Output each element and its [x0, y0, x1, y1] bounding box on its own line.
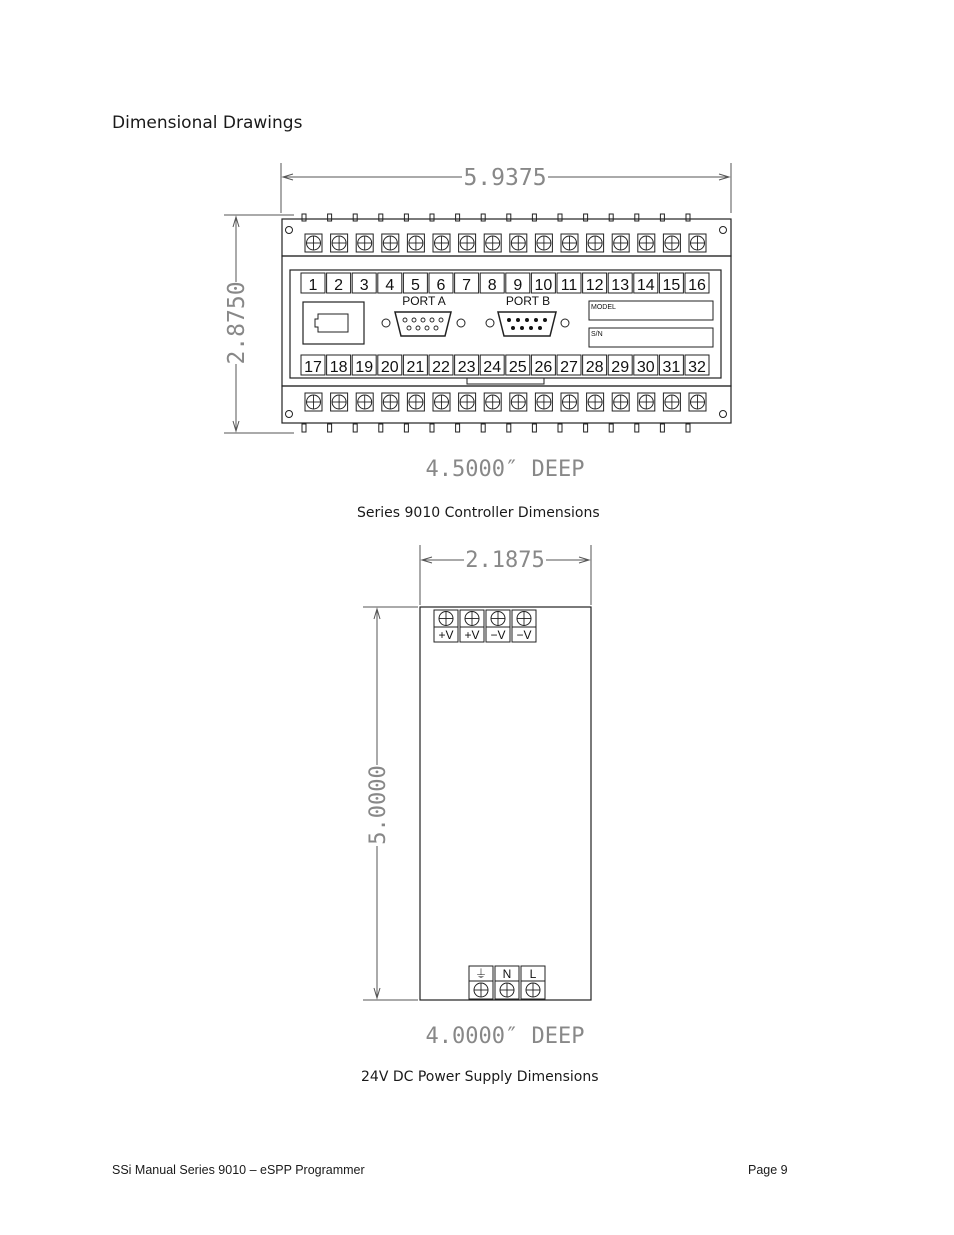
terminal-screw-icon	[526, 983, 540, 997]
power-supply-height-dimension: 5.0000	[366, 765, 391, 845]
terminal-number: 11	[560, 277, 578, 294]
terminal-screw-icon	[358, 236, 372, 250]
terminal-screw-icon	[537, 236, 551, 250]
terminal-screw-icon	[435, 395, 449, 409]
power-terminal-label: L	[529, 967, 537, 981]
terminal-number: 5	[410, 277, 420, 294]
terminal-number: 7	[462, 277, 472, 294]
terminal-number: 28	[585, 359, 604, 376]
footer-page-number: Page 9	[748, 1163, 788, 1177]
terminal-number: 13	[611, 277, 630, 294]
power-terminal-label: ⏚	[474, 967, 488, 981]
port-a-label: PORT A	[402, 294, 446, 308]
terminal-screw-icon	[588, 236, 602, 250]
terminal-screw-icon	[435, 236, 449, 250]
power-supply-caption: 24V DC Power Supply Dimensions	[361, 1069, 599, 1085]
power-terminal-label: N	[502, 967, 512, 981]
terminal-number: 15	[662, 277, 681, 294]
power-terminal-label: −V	[516, 628, 532, 642]
terminal-screw-icon	[563, 236, 577, 250]
power-terminal-label: −V	[490, 628, 506, 642]
terminal-number: 14	[636, 277, 655, 294]
terminal-number: 24	[483, 359, 502, 376]
power-supply-drawing	[363, 545, 591, 1000]
terminal-number: 16	[688, 277, 706, 294]
terminal-number: 2	[334, 277, 344, 294]
terminal-screw-icon	[460, 236, 474, 250]
terminal-number: 22	[432, 359, 450, 376]
terminal-number: 23	[457, 359, 476, 376]
controller-height-dimension: 2.8750	[224, 281, 250, 365]
sn-label: S/N	[591, 331, 603, 338]
controller-depth-label: 4.5000″ DEEP	[425, 457, 585, 482]
model-label: MODEL	[591, 304, 616, 311]
terminal-number: 12	[585, 277, 604, 294]
controller-drawing	[224, 163, 731, 433]
terminal-screw-icon	[439, 612, 453, 626]
terminal-screw-icon	[614, 395, 628, 409]
terminal-screw-icon	[639, 236, 653, 250]
terminal-number: 25	[508, 359, 527, 376]
terminal-screw-icon	[588, 395, 602, 409]
terminal-screw-icon	[465, 612, 479, 626]
terminal-number: 3	[359, 277, 369, 294]
bottom-terminal-numbers	[304, 359, 706, 376]
power-supply-top-terminal-labels	[438, 628, 531, 642]
port-b-label: PORT B	[505, 294, 551, 308]
power-supply-bottom-terminal-labels	[475, 967, 537, 981]
terminal-screw-icon	[486, 236, 500, 250]
power-supply-depth-label: 4.0000″ DEEP	[425, 1024, 585, 1049]
terminal-screw-icon	[409, 395, 423, 409]
terminal-number: 29	[611, 359, 630, 376]
terminal-screw-icon	[500, 983, 514, 997]
power-supply-width-dimension: 2.1875	[465, 548, 545, 573]
terminal-number: 8	[487, 277, 497, 294]
terminal-screw-icon	[511, 236, 525, 250]
terminal-screw-icon	[332, 236, 346, 250]
terminal-screw-icon	[383, 236, 397, 250]
terminal-number: 27	[560, 359, 578, 376]
terminal-screw-icon	[511, 395, 525, 409]
port-b-connector-icon	[498, 312, 556, 336]
terminal-screw-icon	[665, 236, 679, 250]
terminal-screw-icon	[491, 612, 505, 626]
terminal-number: 10	[534, 277, 553, 294]
terminal-screw-icon	[614, 236, 628, 250]
terminal-screw-icon	[691, 395, 705, 409]
terminal-number: 30	[636, 359, 655, 376]
top-terminal-numbers	[309, 277, 706, 294]
terminal-screw-icon	[537, 395, 551, 409]
terminal-screw-icon	[358, 395, 372, 409]
terminal-screw-icon	[691, 236, 705, 250]
terminal-number: 9	[513, 277, 523, 294]
terminal-screw-icon	[383, 395, 397, 409]
terminal-screw-icon	[460, 395, 474, 409]
footer-manual-title: SSi Manual Series 9010 – eSPP Programmer	[112, 1163, 365, 1177]
terminal-screw-icon	[307, 395, 321, 409]
terminal-number: 18	[329, 359, 348, 376]
terminal-screw-icon	[486, 395, 500, 409]
terminal-screw-icon	[517, 612, 531, 626]
terminal-screw-icon	[563, 395, 577, 409]
controller-width-dimension: 5.9375	[463, 165, 547, 191]
terminal-number: 21	[406, 359, 425, 376]
terminal-screw-icon	[474, 983, 488, 997]
terminal-number: 17	[304, 359, 322, 376]
terminal-number: 19	[355, 359, 374, 376]
section-heading: Dimensional Drawings	[112, 113, 303, 133]
controller-caption: Series 9010 Controller Dimensions	[357, 505, 600, 521]
power-terminal-label: +V	[464, 628, 480, 642]
terminal-number: 6	[436, 277, 446, 294]
terminal-screw-icon	[409, 236, 423, 250]
terminal-number: 32	[688, 359, 706, 376]
terminal-number: 20	[380, 359, 399, 376]
terminal-number: 4	[385, 277, 395, 294]
terminal-number: 26	[534, 359, 553, 376]
port-a-connector-icon	[395, 312, 451, 336]
terminal-number: 31	[662, 359, 681, 376]
terminal-screw-icon	[639, 395, 653, 409]
power-terminal-label: +V	[438, 628, 454, 642]
terminal-screw-icon	[332, 395, 346, 409]
terminal-number: 1	[308, 277, 318, 294]
terminal-screw-icon	[307, 236, 321, 250]
terminal-screw-icon	[665, 395, 679, 409]
rj45-jack-icon	[303, 302, 364, 344]
